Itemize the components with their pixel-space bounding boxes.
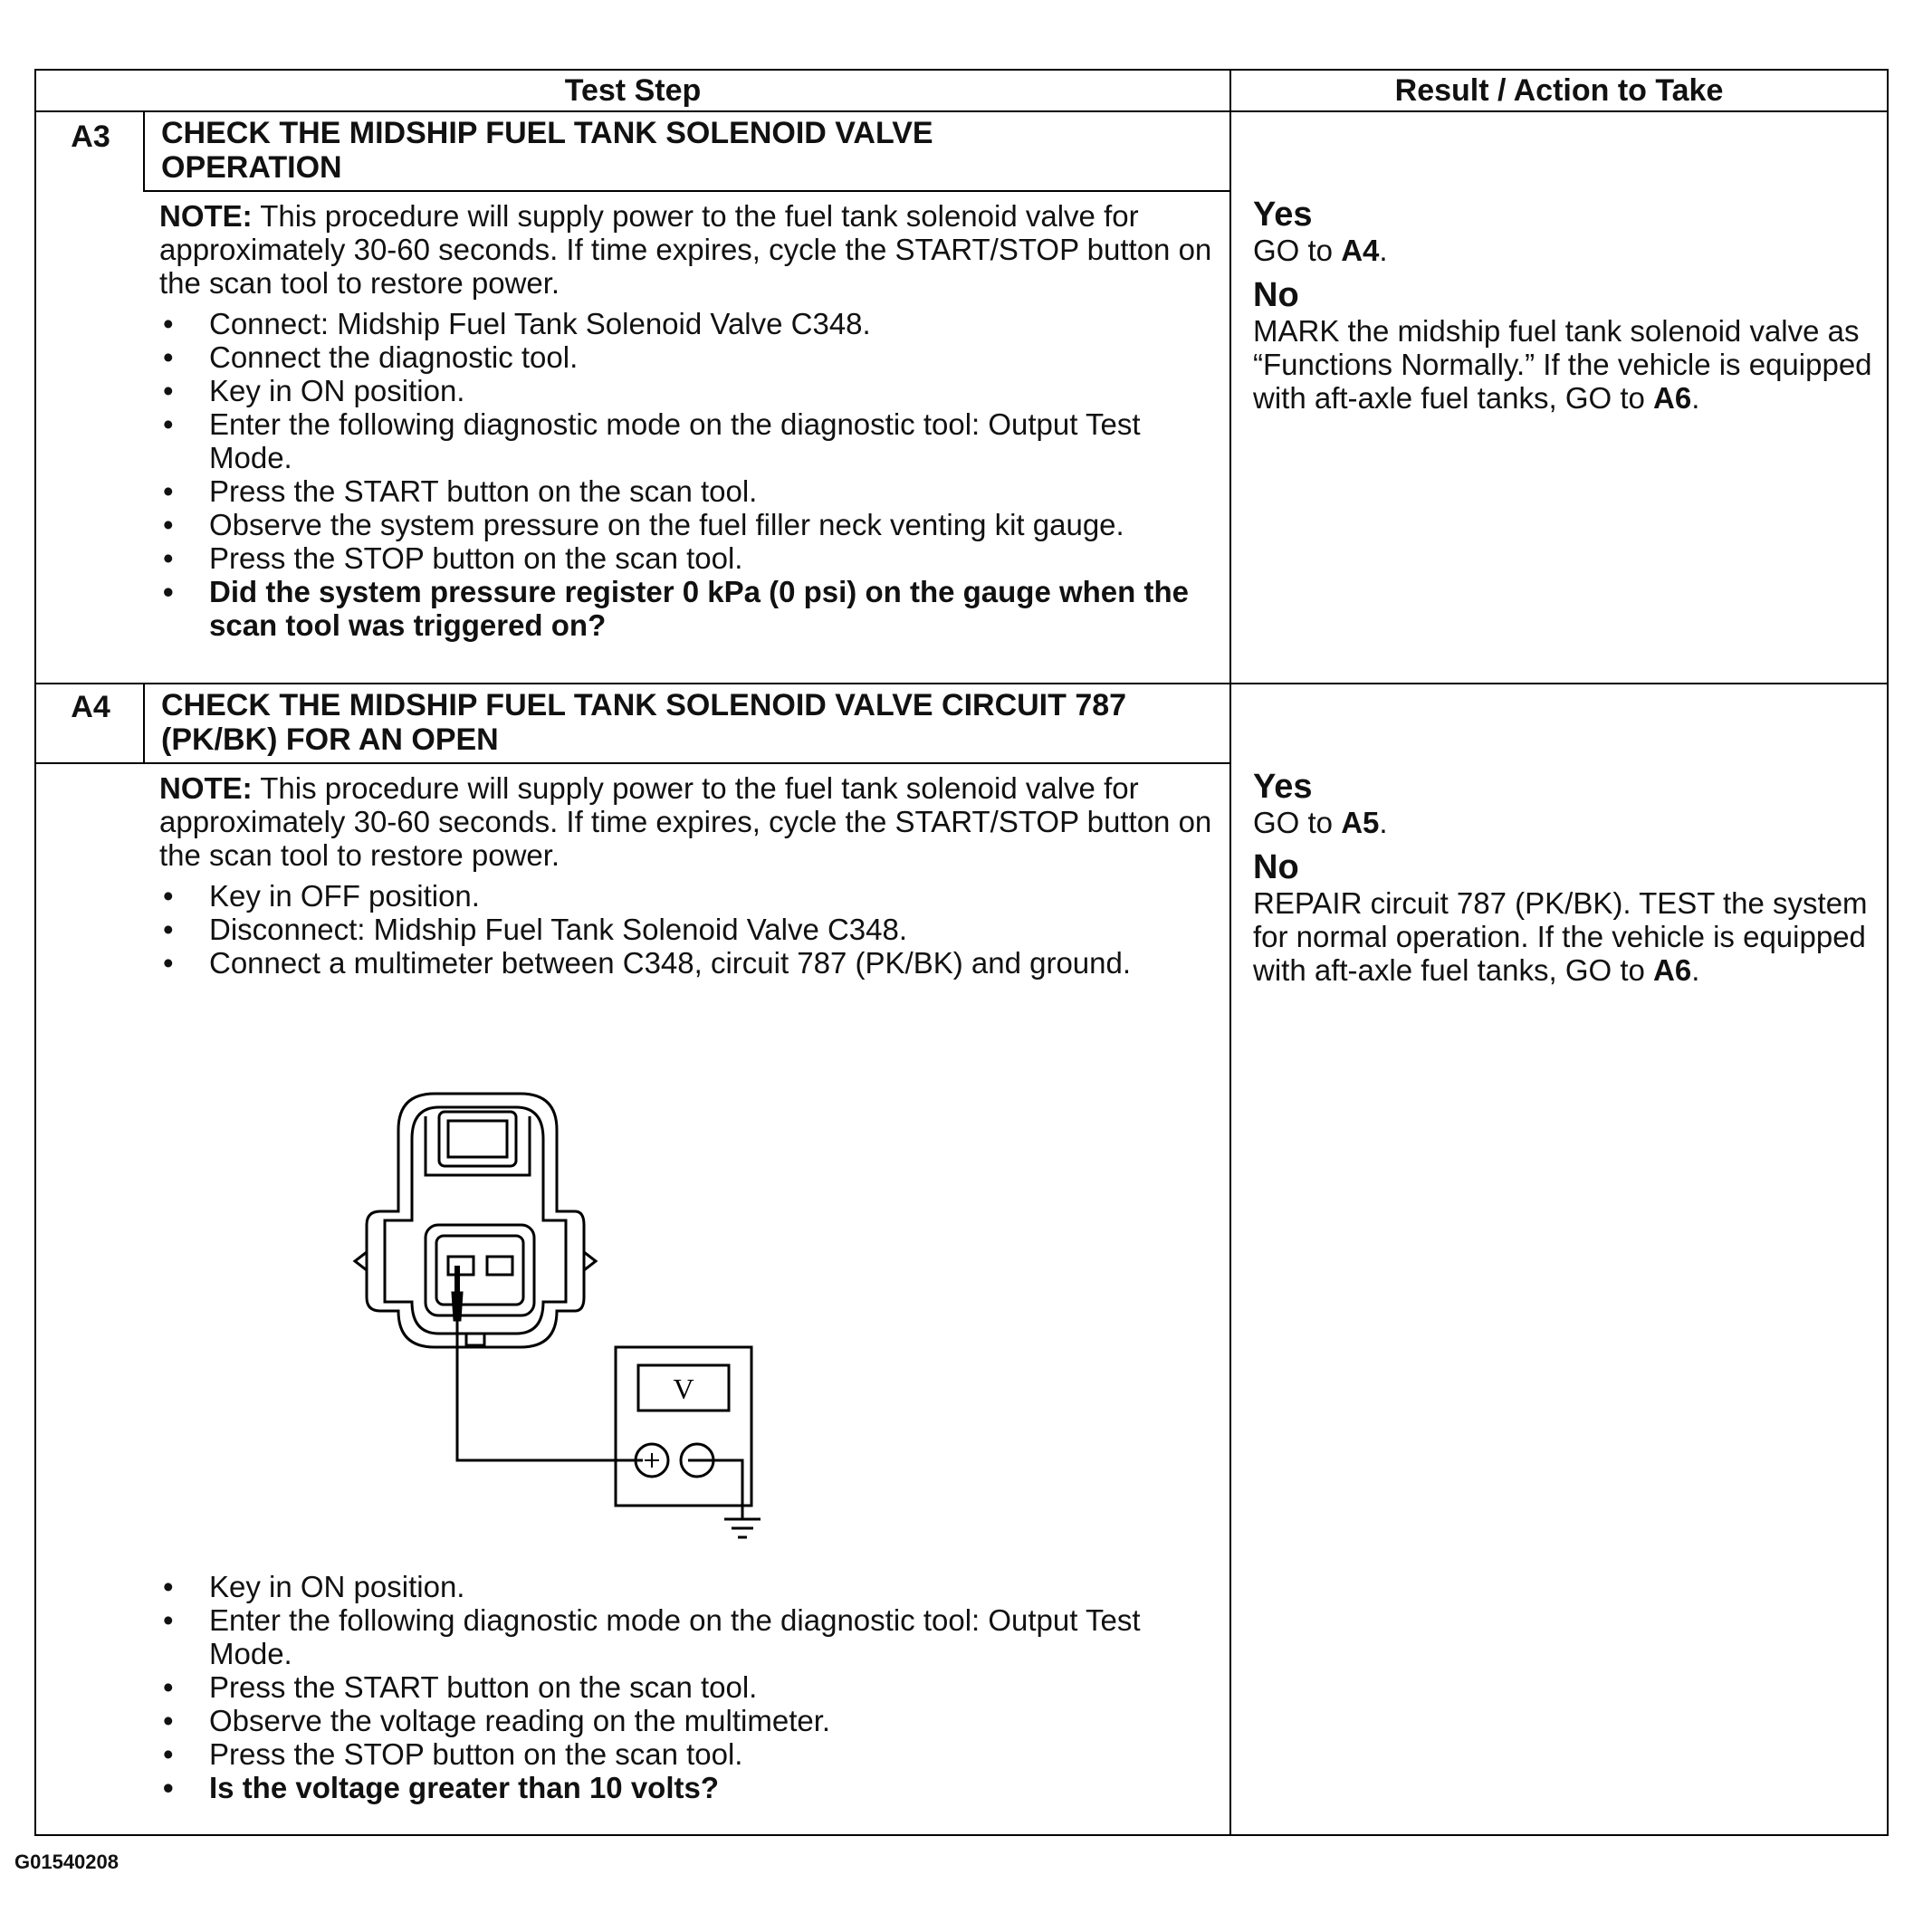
list-item: • Enter the following diagnostic mode on the diagnostic tool: Output Test Mode. xyxy=(159,407,1142,474)
column-divider xyxy=(1229,71,1231,1834)
ground-icon xyxy=(724,1519,761,1537)
yes-text: GO to xyxy=(1253,806,1342,839)
note-text: This procedure will supply power to the fuel tank solenoid valve for approximately 30-60 seconds. If time expires, cycle the START/STOP button on the scan tool to restore power. xyxy=(159,199,1212,300)
step-body xyxy=(159,771,1223,980)
step-title: CHECK THE MIDSHIP FUEL TANK SOLENOID VALVE OPERATION xyxy=(161,116,933,185)
step-body-continued xyxy=(159,1570,1223,1804)
list-item: • Press the STOP button on the scan tool. xyxy=(159,1737,1223,1771)
no-label: No xyxy=(1253,276,1299,314)
list-item: • Connect: Midship Fuel Tank Solenoid Valve C348. xyxy=(159,307,1223,340)
no-target: A6 xyxy=(1653,381,1692,415)
list-item: • Key in ON position. xyxy=(159,1570,1223,1603)
test-table xyxy=(34,69,1889,1836)
step-title: CHECK THE MIDSHIP FUEL TANK SOLENOID VALVE CIRCUIT 787 (PK/BK) FOR AN OPEN xyxy=(161,688,1127,757)
no-action: REPAIR circuit 787 (PK/BK). TEST the system for normal operation. If the vehicle is equipped with aft-axle fuel tanks, GO to A6. xyxy=(1253,886,1868,987)
yes-label: Yes xyxy=(1253,196,1313,234)
connector-c348-icon xyxy=(355,1094,596,1347)
instruction-list xyxy=(159,879,1223,980)
no-text: MARK the midship fuel tank solenoid valve as “Functions Normally.” If the vehicle is equipped with aft-axle fuel tanks, GO to xyxy=(1253,314,1872,415)
list-item: • Connect the diagnostic tool. xyxy=(159,340,1223,374)
header-test-step: Test Step xyxy=(564,73,702,108)
note-label: NOTE: xyxy=(159,771,253,805)
step-id: A4 xyxy=(71,690,110,724)
list-item: • Key in ON position. xyxy=(159,374,1223,407)
title-divider xyxy=(36,762,1229,764)
header-result: Result / Action to Take xyxy=(1394,73,1724,108)
row-divider xyxy=(36,683,1887,684)
list-item: • Enter the following diagnostic mode on the diagnostic tool: Output Test Mode. xyxy=(159,1603,1142,1670)
no-label: No xyxy=(1253,848,1299,886)
note-label: NOTE: xyxy=(159,199,253,233)
list-item: • Disconnect: Midship Fuel Tank Solenoid Valve C348. xyxy=(159,913,1223,946)
yes-text: GO to xyxy=(1253,234,1342,267)
note xyxy=(159,771,1223,872)
result-a4 xyxy=(1253,768,1887,987)
yes-action: GO to A5. xyxy=(1253,806,1388,839)
step-id: A3 xyxy=(71,120,110,154)
question-item: • Is the voltage greater than 10 volts? xyxy=(159,1771,1223,1804)
no-target: A6 xyxy=(1653,953,1692,987)
list-item: • Press the START button on the scan tool. xyxy=(159,474,1223,508)
list-item: • Press the START button on the scan tool. xyxy=(159,1670,1223,1704)
note-text: This procedure will supply power to the fuel tank solenoid valve for approximately 30-60 seconds. If time expires, cycle the START/STOP button on the scan tool to restore power. xyxy=(159,771,1212,872)
step-body xyxy=(159,199,1223,642)
figure-code: G01540208 xyxy=(14,1851,119,1873)
list-item: • Observe the voltage reading on the multimeter. xyxy=(159,1704,1223,1737)
multimeter-icon xyxy=(616,1347,751,1506)
multimeter-connection-diagram xyxy=(326,1076,887,1583)
list-item: • Press the STOP button on the scan tool. xyxy=(159,541,1223,575)
yes-target: A5 xyxy=(1341,806,1380,839)
meter-label: V xyxy=(673,1372,694,1405)
instruction-list xyxy=(159,307,1223,642)
yes-target: A4 xyxy=(1341,234,1380,267)
result-a3 xyxy=(1253,196,1887,415)
yes-label: Yes xyxy=(1253,768,1313,806)
list-item: • Observe the system pressure on the fuel filler neck venting kit gauge. xyxy=(159,508,1151,541)
instruction-list xyxy=(159,1570,1223,1804)
note xyxy=(159,199,1223,300)
question-item: • Did the system pressure register 0 kPa (0 psi) on the gauge when the scan tool was triggered on? xyxy=(159,575,1205,642)
title-divider xyxy=(143,190,1229,192)
yes-action: GO to A4. xyxy=(1253,234,1388,267)
no-text: REPAIR circuit 787 (PK/BK). TEST the system for normal operation. If the vehicle is equipped with aft-axle fuel tanks, GO to xyxy=(1253,886,1868,987)
list-item: • Key in OFF position. xyxy=(159,879,1223,913)
list-item: • Connect a multimeter between C348, circuit 787 (PK/BK) and ground. xyxy=(159,946,1169,980)
no-action: MARK the midship fuel tank solenoid valve as “Functions Normally.” If the vehicle is equipped with aft-axle fuel tanks, GO to A6. xyxy=(1253,314,1872,415)
